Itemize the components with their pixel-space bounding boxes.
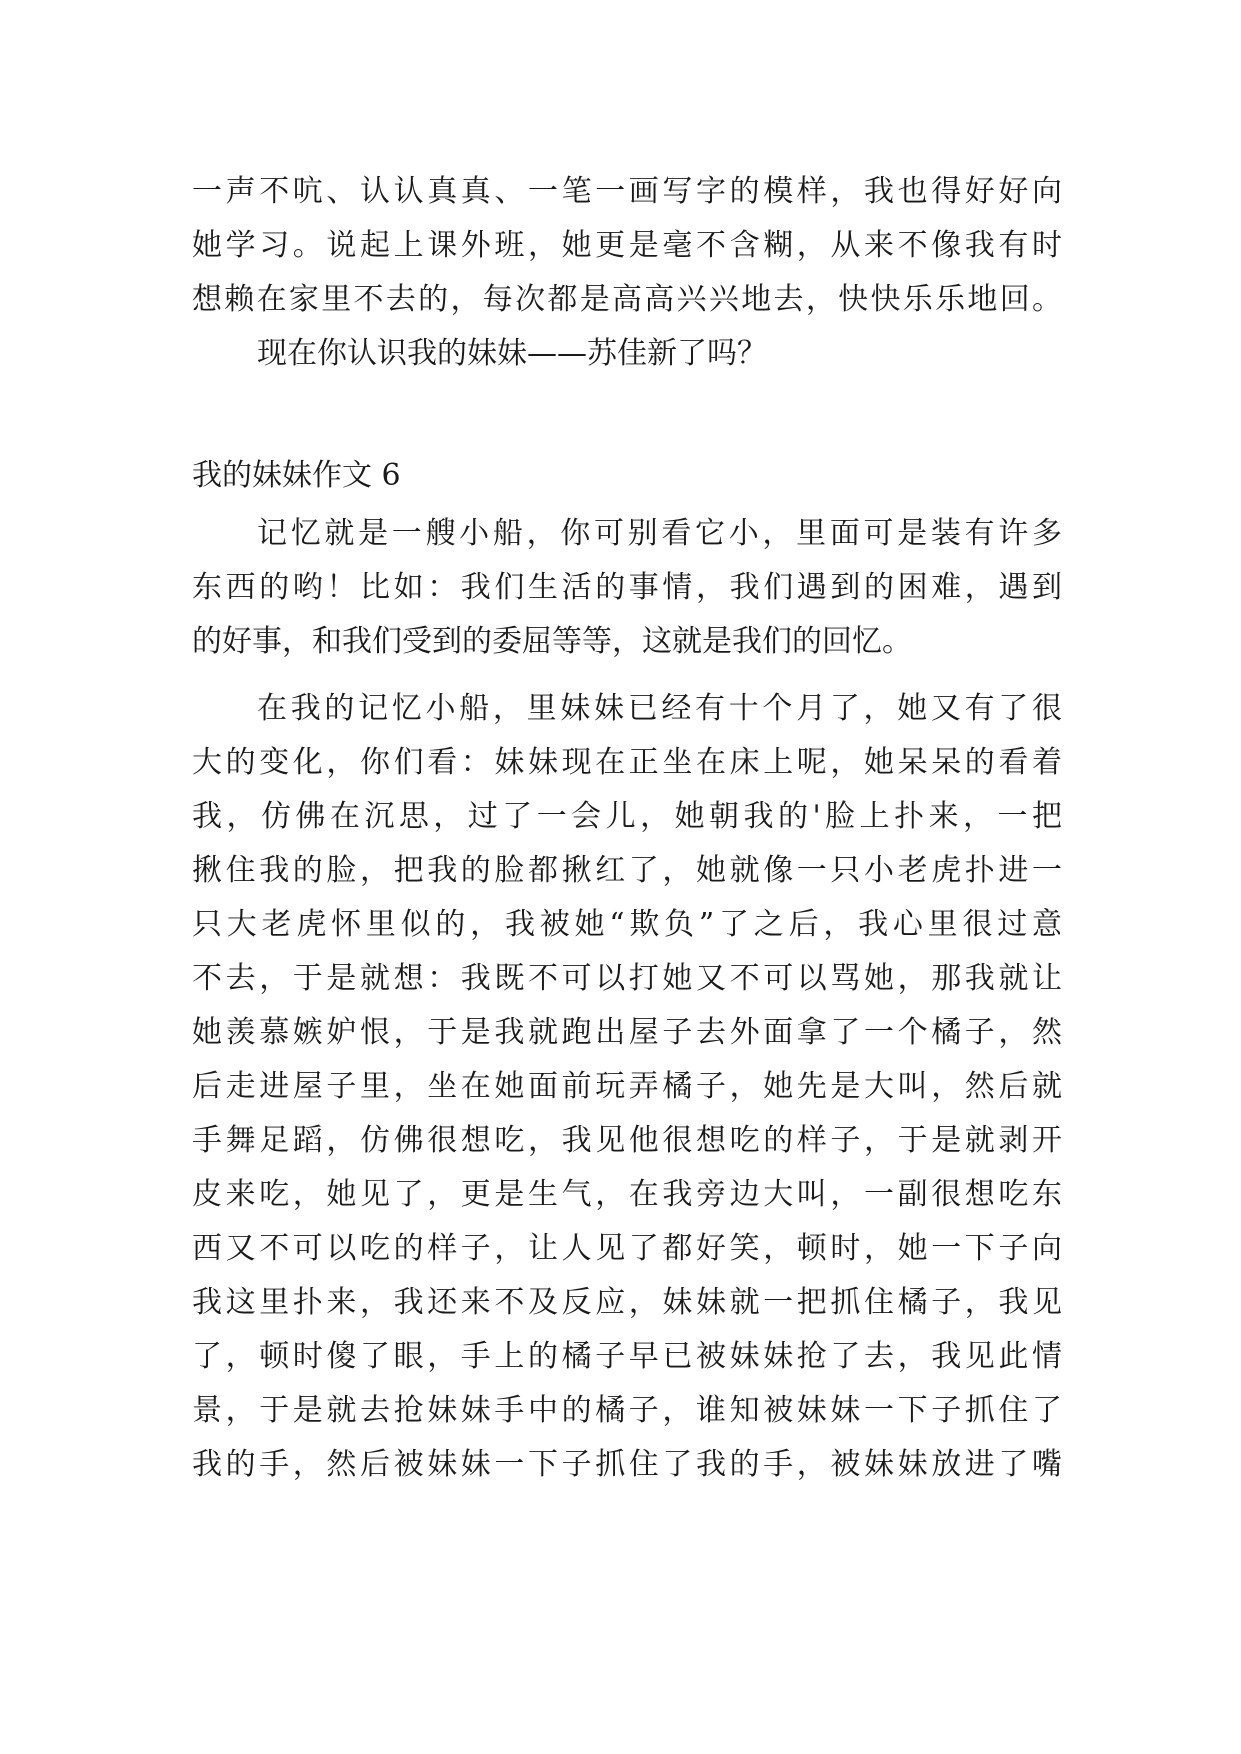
paragraph1-line-3: 的好事，和我们受到的委屈等等，这就是我们的回忆。 bbox=[192, 624, 912, 659]
paragraph1-line-1: 记忆就是一艘小船，你可别看它小，里面可是装有许多 bbox=[257, 516, 1062, 551]
paragraph2-line-12: 我这里扑来，我还来不及反应，妹妹就一把抓住橘子，我见 bbox=[192, 1285, 1062, 1320]
paragraph2-line-6: 不去，于是就想：我既不可以打她又不可以骂她，那我就让 bbox=[192, 961, 1062, 996]
continuation-line-3: 想赖在家里不去的，每次都是高高兴兴地去，快快乐乐地回。 bbox=[192, 282, 1062, 317]
continuation-line-1: 一声不吭、认认真真、一笔一画写字的模样，我也得好好向 bbox=[192, 174, 1062, 209]
paragraph2-line-11: 西又不可以吃的样子，让人见了都好笑，顿时，她一下子向 bbox=[192, 1231, 1062, 1266]
section-heading: 我的妹妹作文 6 bbox=[192, 458, 401, 493]
paragraph2-line-13: 了，顿时傻了眼，手上的橘子早已被妹妹抢了去，我见此情 bbox=[192, 1339, 1062, 1374]
paragraph2-line-7: 她羡慕嫉妒恨，于是我就跑出屋子去外面拿了一个橘子，然 bbox=[192, 1015, 1062, 1050]
paragraph2-line-15: 我的手，然后被妹妹一下子抓住了我的手，被妹妹放进了嘴 bbox=[192, 1447, 1062, 1482]
paragraph1-line-2: 东西的哟！比如：我们生活的事情，我们遇到的困难，遇到 bbox=[192, 570, 1062, 605]
paragraph2-line-10: 皮来吃，她见了，更是生气，在我旁边大叫，一副很想吃东 bbox=[192, 1177, 1062, 1212]
paragraph2-line-2: 大的变化，你们看：妹妹现在正坐在床上呢，她呆呆的看着 bbox=[192, 745, 1062, 780]
paragraph2-line-8: 后走进屋子里，坐在她面前玩弄橘子，她先是大叫，然后就 bbox=[192, 1069, 1062, 1104]
paragraph2-line-3: 我，仿佛在沉思，过了一会儿，她朝我的'脸上扑来，一把 bbox=[192, 799, 1062, 834]
continuation-line-2: 她学习。说起上课外班，她更是毫不含糊，从来不像我有时 bbox=[192, 228, 1062, 263]
paragraph2-line-1: 在我的记忆小船，里妹妹已经有十个月了，她又有了很 bbox=[257, 691, 1062, 726]
paragraph2-line-5: 只大老虎怀里似的，我被她“欺负”了之后，我心里很过意 bbox=[192, 907, 1062, 942]
paragraph2-line-14: 景，于是就去抢妹妹手中的橘子，谁知被妹妹一下子抓住了 bbox=[192, 1393, 1062, 1428]
paragraph2-line-9: 手舞足蹈，仿佛很想吃，我见他很想吃的样子，于是就剥开 bbox=[192, 1123, 1062, 1158]
continuation-closing-line: 现在你认识我的妹妹——苏佳新了吗？ bbox=[257, 336, 767, 371]
paragraph2-line-4: 揪住我的脸，把我的脸都揪红了，她就像一只小老虎扑进一 bbox=[192, 853, 1062, 888]
